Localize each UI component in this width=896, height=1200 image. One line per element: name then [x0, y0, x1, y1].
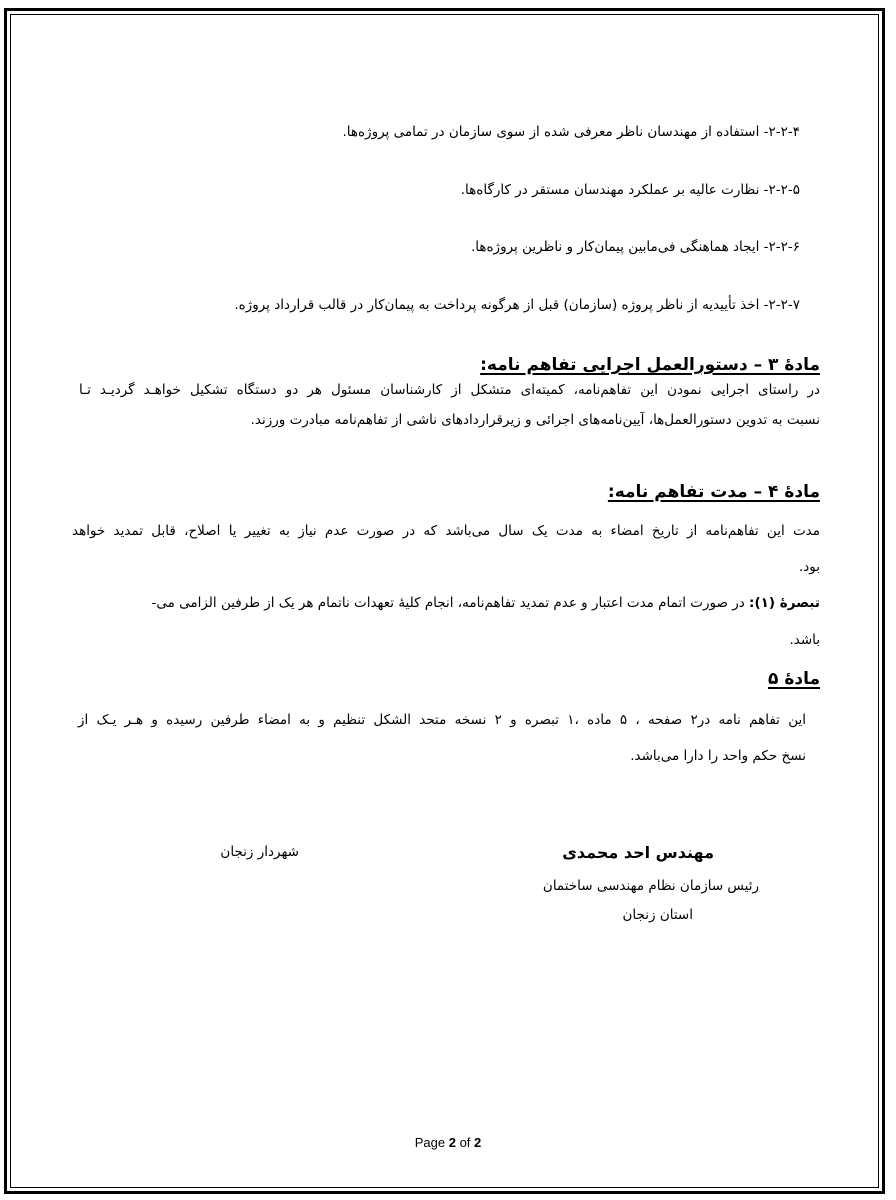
signatory-title: استان زنجان — [622, 907, 693, 923]
note-1-text: در صورت اتمام مدت اعتبار و عدم تمدید تفاهم‌نامه، انجام کلیهٔ تعهدات ناتمام هر یک از طرفین الزامی می- — [151, 595, 745, 611]
footer-page-word: Page — [414, 1135, 446, 1150]
article-3-text-line: نسبت به تدوین دستورالعمل‌ها، آیین‌نامه‌های اجرائی و زیرقراردادهای ناشی از تفاهم‌نامه مبادرت ورزند. — [250, 412, 820, 428]
page-footer — [0, 1135, 896, 1150]
note-1 — [70, 593, 820, 613]
list-item: ۲-۲-۶- ایجاد هماهنگی فی‌مابین پیمان‌کار و ناظرین پروژه‌ها. — [470, 239, 800, 255]
signatory-title: رئیس سازمان نظام مهندسی ساختمان — [542, 878, 759, 894]
signatory-name: مهندس احد محمدی — [562, 843, 714, 862]
article-4-text-line: بود. — [798, 559, 820, 575]
mayor-title: شهردار زنجان — [220, 844, 299, 860]
note-1-text-line: باشد. — [789, 632, 820, 648]
footer-total-pages: 2 — [474, 1135, 482, 1150]
list-item: ۲-۲-۵- نظارت عالیه بر عملکرد مهندسان مستقر در کارگاه‌ها. — [460, 182, 800, 198]
footer-of-word: of — [459, 1135, 471, 1150]
article-5-text-line: نسخ حکم واحد را دارا می‌باشد. — [630, 748, 806, 764]
list-item: ۲-۲-۴- استفاده از مهندسان ناظر معرفی شده از سوی سازمان در تمامی پروژه‌ها. — [342, 124, 800, 140]
article-5-text-line: این تفاهم نامه در۲ صفحه ، ۵ ماده ،۱ تبصره و ۲ نسخه متحد الشکل تنظیم و به امضاء طرفین رسیده و هـر یـک از — [78, 712, 806, 728]
article-4-text-line: مدت این تفاهم‌نامه از تاریخ امضاء به مدت یک سال می‌باشد که در صورت عدم نیاز به تغییر یا اصلاح، قابل تمدید خواهد — [72, 523, 820, 539]
note-1-label: تبصرهٔ (۱): — [749, 595, 820, 611]
list-item: ۲-۲-۷- اخذ تأییدیه از ناظر پروژه (سازمان) قبل از هرگونه پرداخت به پیمان‌کار در قالب قرارداد پروژه. — [234, 297, 800, 313]
article-3-text-line: در راستای اجرایی نمودن این تفاهم‌نامه، کمیته‌ای متشکل از کارشناسان مسئول هر دو دستگاه تشکیل خواهـد گردیـد تـا — [79, 382, 820, 398]
article-5-heading: مادهٔ ۵ — [768, 669, 820, 689]
article-4-heading: مادهٔ ۴ – مدت تفاهم نامه: — [607, 482, 820, 502]
footer-current-page: 2 — [448, 1135, 456, 1150]
article-3-heading: مادهٔ ۳ – دستورالعمل اجرایی تفاهم نامه: — [480, 355, 820, 375]
